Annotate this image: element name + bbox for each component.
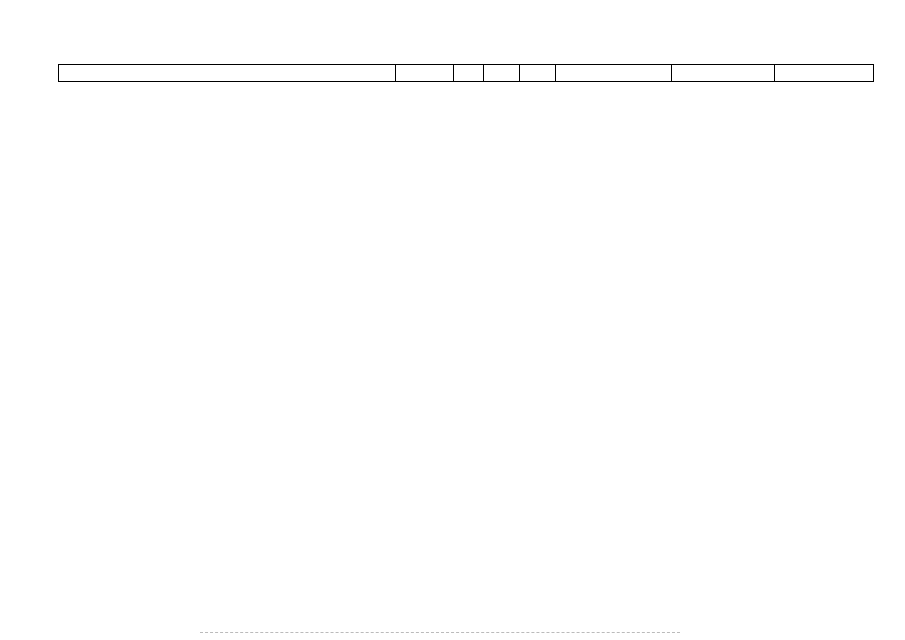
header-2017: [775, 65, 873, 81]
header-name: [59, 65, 395, 81]
header-pr: [484, 65, 519, 81]
header-rz: [454, 65, 483, 81]
header-2016: [672, 65, 774, 81]
header-csr: [396, 65, 453, 81]
page-edge-artifact: [200, 632, 680, 634]
header-2015: [556, 65, 671, 81]
table-header: [58, 64, 874, 82]
header-vr: [520, 65, 555, 81]
